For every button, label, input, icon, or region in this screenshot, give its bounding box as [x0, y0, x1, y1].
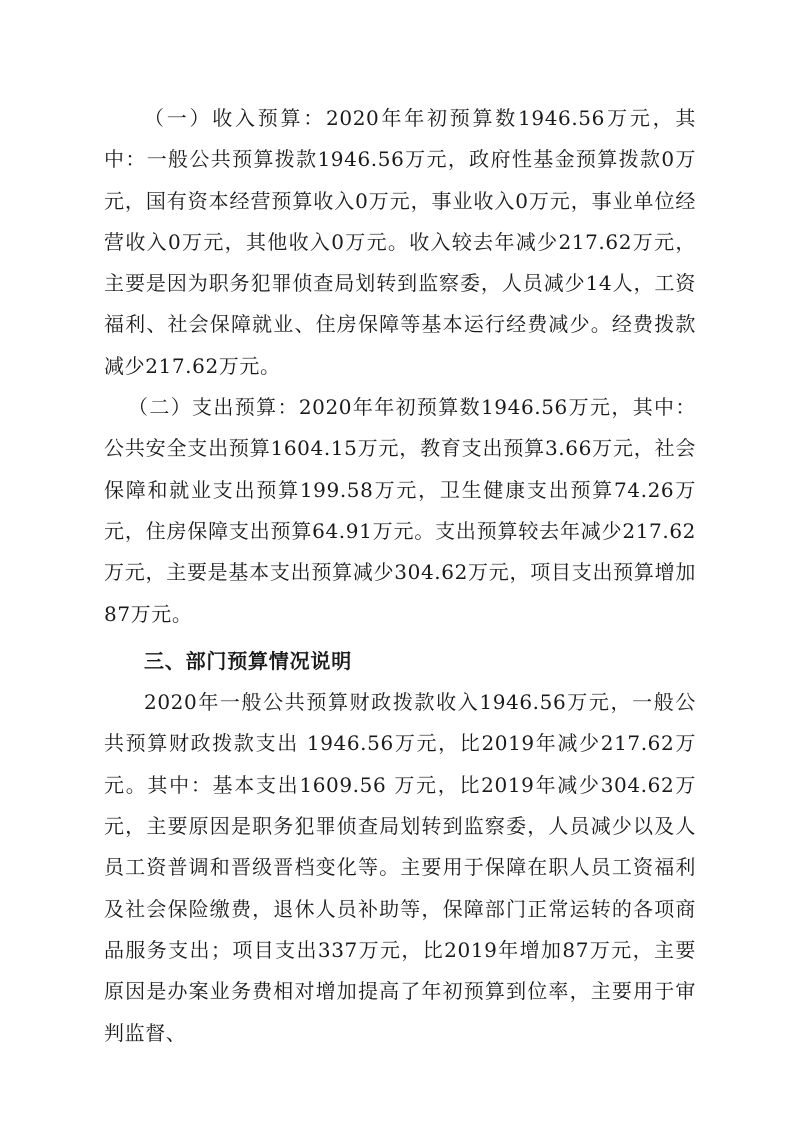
- expenditure-budget-paragraph: （二）支出预算：2020年年初预算数1946.56万元，其中：公共安全支出预算1604.15万元，教育支出预算3.66万元，社会保障和就业支出预算199.58万元，卫生健康支出预算74.26万元，住房保障支出预算64.91万元。支出预算较去年减少217.62万元，主要是基本支出预算减少304.62万元，项目支出预算增加87万元。: [104, 395, 696, 626]
- department-budget-paragraph: 2020年一般公共预算财政拨款收入1946.56万元，一般公共预算财政拨款支出 1946.56万元，比2019年减少217.62万元。其中：基本支出1609.56 万元，比2019年减少304.62万元，主要原因是职务犯罪侦查局划转到监察委，人员减少以及人员工资普调和晋级晋档变化等。主要用于保障在职人员工资福利及社会保险缴费，退休人员补助等，保障部门正常运转的各项商品服务支出；项目支出337万元，比2019年增加87万元，主要原因是办案业务费相对增加提高了年初预算到位率，主要用于审判监督、: [104, 690, 696, 1045]
- section-heading-department-budget: 三、部门预算情况说明: [144, 648, 352, 673]
- document-page: [104, 98, 696, 1054]
- income-budget-paragraph: （一）收入预算：2020年年初预算数1946.56万元，其中：一般公共预算拨款1946.56万元，政府性基金预算拨款0万元，国有资本经营预算收入0万元，事业收入0万元，事业单位经营收入0万元，其他收入0万元。收入较去年减少217.62万元，主要是因为职务犯罪侦查局划转到监察委，人员减少14人，工资福利、社会保障就业、住房保障等基本运行经费减少。经费拨款减少217.62万元。: [104, 106, 696, 378]
